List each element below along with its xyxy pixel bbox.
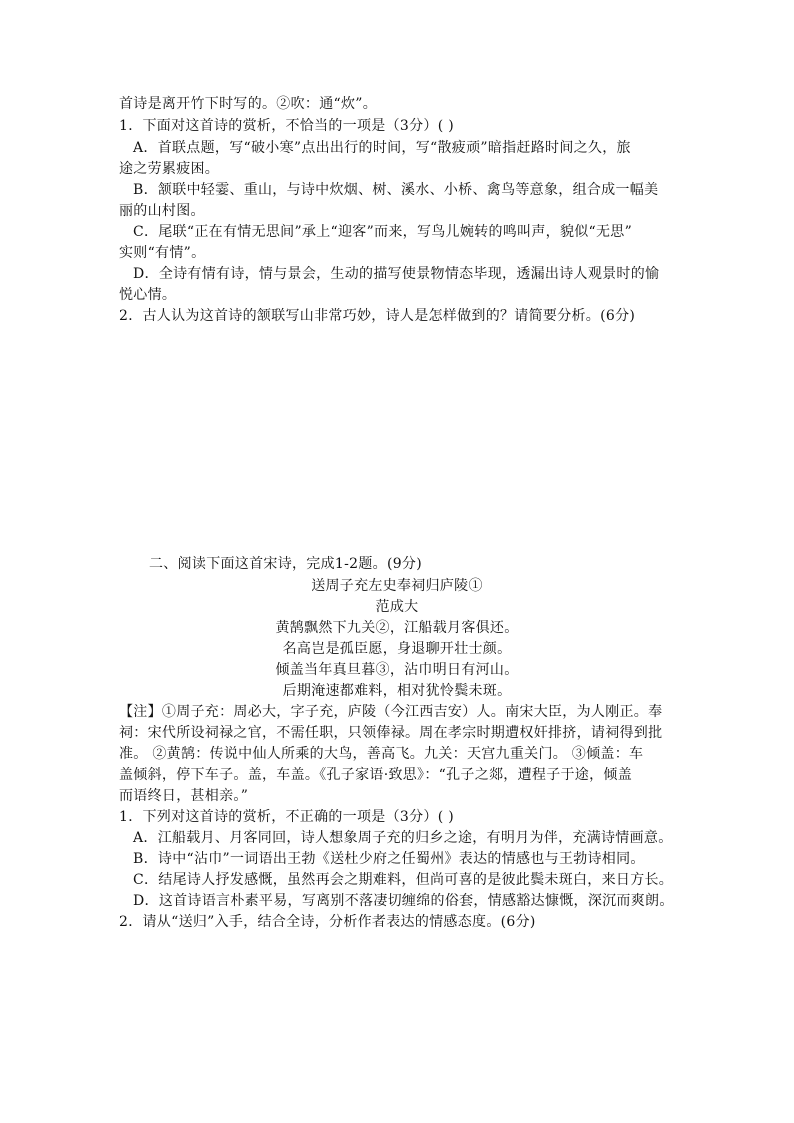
option-c: C．结尾诗人抒发感慨，虽然再会之期难料，但尚可喜的是彼此鬓未斑白，来日方长。 <box>133 872 674 888</box>
option-b: B．颔联中轻霎、重山，与诗中炊烟、树、溪水、小桥、禽鸟等意象，组合成一幅美 <box>133 182 659 198</box>
poem-author: 范成大 <box>375 599 419 615</box>
option-a-cont: 途之劳累疲困。 <box>119 161 220 177</box>
question-1: 1．下列对这首诗的赏析，不正确的一项是（3分）( ) <box>119 809 454 825</box>
note-line: 准。 ②黄鹄：传说中仙人所乘的大鸟，善高飞。九关：天宫九重关门。 ③倾盖：车 <box>119 746 644 762</box>
poem-title: 送周子充左史奉祠归庐陵① <box>311 578 483 594</box>
section-heading: 二、阅读下面这首宋诗，完成1-2题。(9分) <box>149 556 422 572</box>
option-d: D．全诗有情有诗，情与景会，生动的描写使景物情态毕现，透漏出诗人观景时的愉 <box>133 266 660 282</box>
option-b: B．诗中“沾巾”一词语出王勃《送杜少府之任蜀州》表达的情感也与王勃诗相同。 <box>133 851 645 867</box>
option-d: D．这首诗语言朴素平易，写离别不落凄切缠绵的俗套，情感豁达慷慨，深沉而爽朗。 <box>133 893 674 909</box>
poem-line: 后期淹速都难料，相对犹怜鬓未斑。 <box>282 683 512 699</box>
poem-line: 名高岂是孤臣愿，身退聊开壮士颜。 <box>282 641 512 657</box>
option-d-cont: 悦心情。 <box>119 287 177 303</box>
option-b-cont: 丽的山村图。 <box>119 203 205 219</box>
question-1: 1．下面对这首诗的赏析，不恰当的一项是（3分）( ) <box>119 118 454 134</box>
poem-line: 黄鹄飘然下九关②，江船载月客俱还。 <box>275 620 519 636</box>
note-line: 盖倾斜，停下车子。盖，车盖。《孔子家语·致思》：“孔子之郯，遭程子于途，倾盖 <box>119 767 633 783</box>
question-2: 2．请从“送归”入手，结合全诗，分析作者表达的情感态度。(6分) <box>119 914 536 930</box>
option-c: C．尾联“正在有情无思间”承上“迎客”而来，写鸟儿婉转的鸣叫声，貌似“无思” <box>133 224 633 240</box>
option-a: A．江船载月、月客同回，诗人想象周子充的归乡之途，有明月为伴，充满诗情画意。 <box>133 830 673 846</box>
note-line: 而语终日，甚相亲。” <box>119 788 249 804</box>
poem-line: 倾盖当年真旦暮③，沾巾明日有河山。 <box>275 662 519 678</box>
text-line: 首诗是离开竹下时写的。②吹：通“炊”。 <box>119 96 378 112</box>
option-c-cont: 实则“有情”。 <box>119 245 206 261</box>
note-line: 祠：宋代所设祠禄之官，不需任职，只领俸禄。周在孝宗时期遭权奸排挤，请祠得到批 <box>119 725 663 741</box>
option-a: A．首联点题，写“破小寒”点出出行的时间，写“散疲顽”暗指赶路时间之久，旅 <box>133 140 631 156</box>
question-2: 2．古人认为这首诗的颔联写山非常巧妙，诗人是怎样做到的？请简要分析。(6分) <box>119 308 636 324</box>
note-line: 【注】①周子充：周必大，字子充，庐陵（今江西吉安）人。南宋大臣，为人刚正。奉 <box>119 704 663 720</box>
